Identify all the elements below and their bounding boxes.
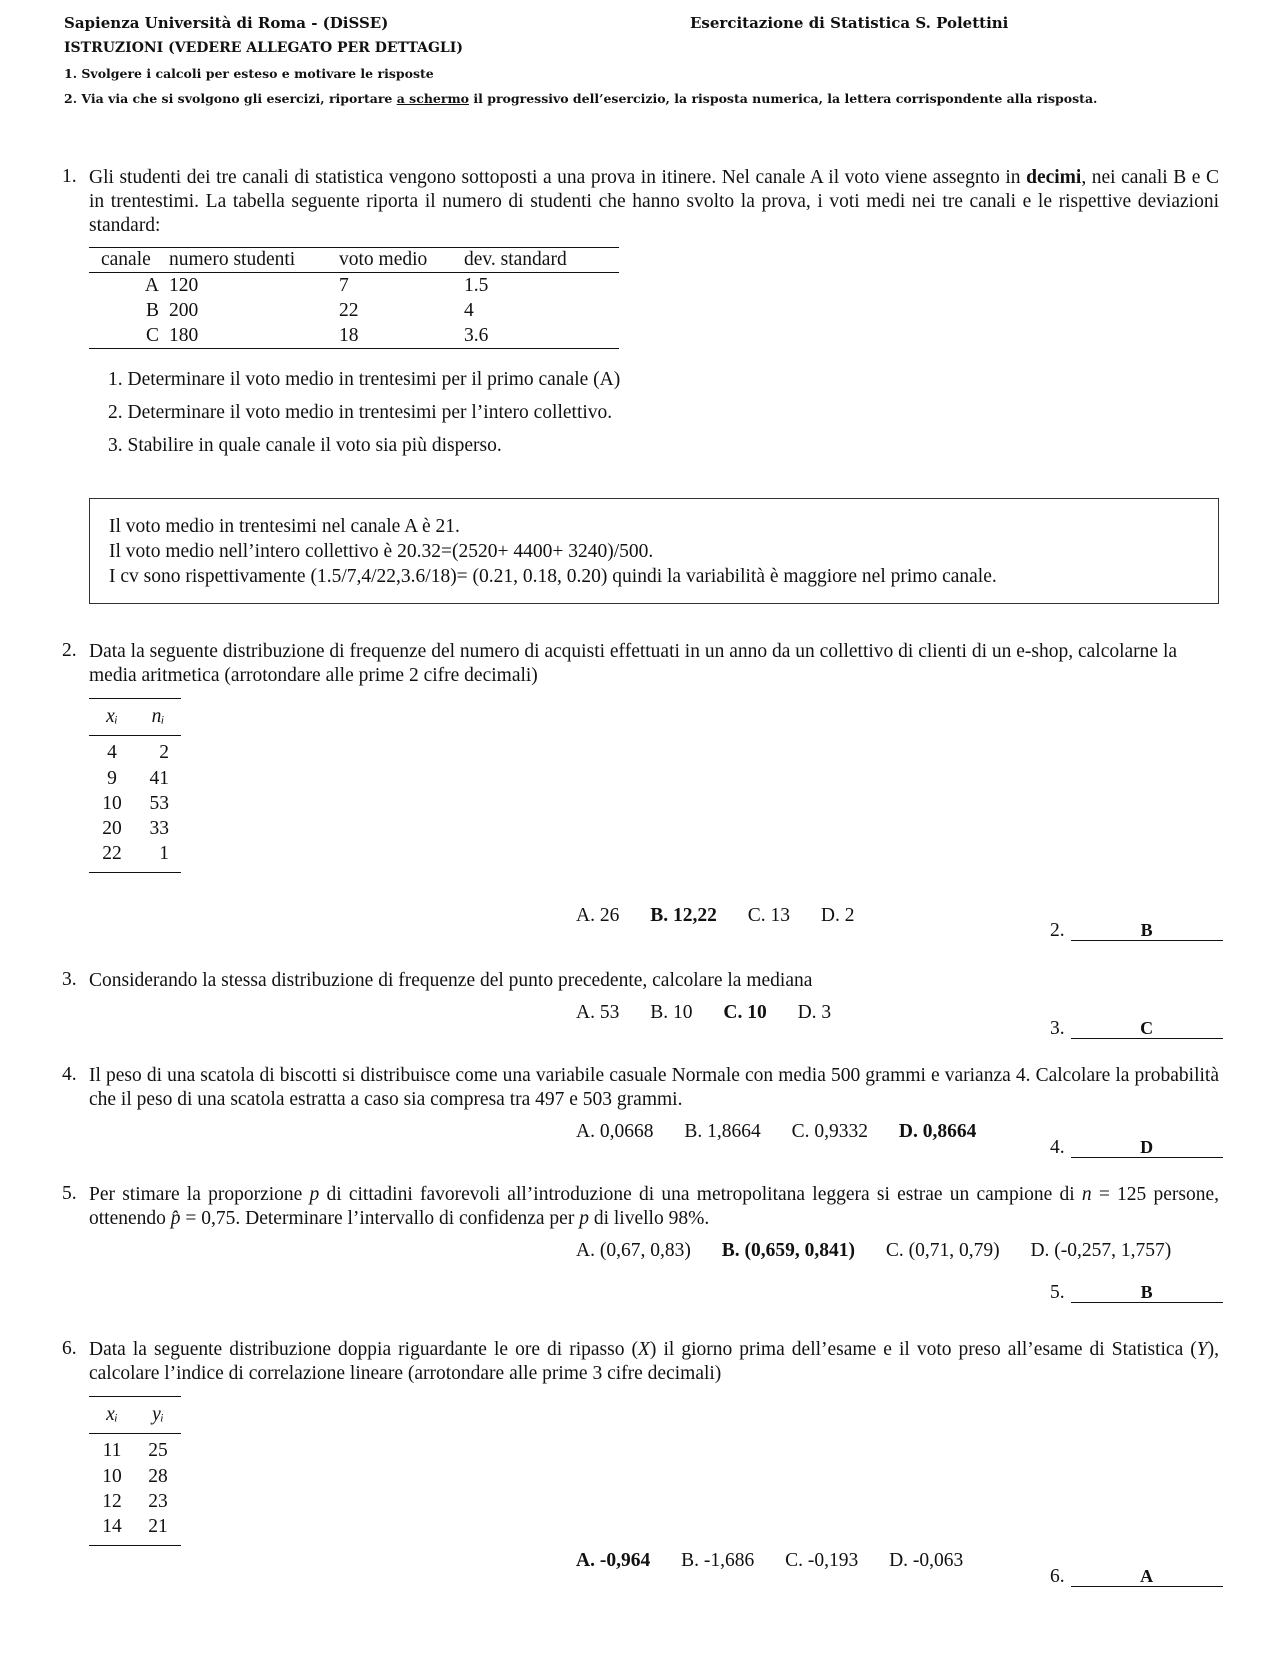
q6-header-y: yᵢ [152, 1404, 164, 1425]
q5-var-p: p [309, 1184, 320, 1205]
q1-cell: 1.5 [464, 274, 489, 296]
q6-cell: 11 [102, 1440, 122, 1461]
q1-answer-2: Il voto medio nell’intero collettivo è 20.32=(2520+ 4400+ 3240)/500. [109, 541, 654, 562]
q6-choice-c[interactable]: C. -0,193 [785, 1550, 859, 1571]
q5-var-phat: p̂ [170, 1208, 181, 1229]
table-row [89, 766, 181, 791]
course-title: Esercitazione di Statistica S. Polettini [690, 14, 1009, 32]
q5-choice-c[interactable]: C. (0,71, 0,79) [885, 1240, 1000, 1261]
q6-cell: 21 [148, 1515, 168, 1537]
q2-cell: 1 [159, 842, 169, 864]
q4-answer-label: 4. [1050, 1137, 1065, 1158]
q3-text: Considerando la stessa distribuzione di frequenze del punto precedente, calcolare la mediana [89, 970, 813, 991]
q5-var-n: n [1081, 1184, 1092, 1205]
table-row [89, 1434, 181, 1465]
q2-cell: 53 [149, 792, 169, 814]
q2-answer-label: 2. [1050, 920, 1065, 941]
q4-choice-a[interactable]: A. 0,0668 [576, 1121, 654, 1142]
q6-choices [576, 1550, 963, 1572]
instruction-2-end: il progressivo dell’esercizio, la risposta numerica, la lettera corrispondente alla risposta. [469, 91, 1098, 106]
q2-answer-slot [1050, 920, 1223, 942]
instruction-2 [64, 91, 1097, 106]
q3-choice-a[interactable]: A. 53 [576, 1002, 620, 1023]
q1-subquestion-1: 1. Determinare il voto medio in trentesimi per il primo canale (A) [108, 369, 621, 390]
table-row [89, 791, 181, 816]
q1-answer-3: I cv sono rispettivamente (1.5/7,4/22,3.6/18)= (0.21, 0.18, 0.20) quindi la variabilità è maggiore nel primo canale. [109, 566, 997, 587]
q1-answer-1: Il voto medio in trentesimi nel canale A è 21. [109, 516, 460, 537]
q1-header-studenti: numero studenti [169, 249, 296, 270]
q1-cell: 7 [339, 274, 349, 296]
q4-choices [576, 1121, 976, 1143]
q4-choice-c[interactable]: C. 0,9332 [791, 1121, 868, 1142]
q5-text [89, 1183, 1219, 1231]
instruction-1: 1. Svolgere i calcoli per esteso e motivare le risposte [64, 66, 434, 81]
q1-cell: 180 [169, 324, 199, 346]
q6-table-header [89, 1397, 181, 1434]
q6-cell: 25 [148, 1440, 168, 1461]
q4-answer-slot [1050, 1137, 1223, 1159]
q5-text-b: di cittadini favorevoli all’introduzione di una metropolitana leggera si estrae un campione di [319, 1184, 1082, 1205]
q2-cell: 10 [102, 792, 122, 814]
q1-answer-box [89, 498, 1219, 604]
q1-cell: 3.6 [464, 324, 489, 346]
q2-cell: 22 [102, 842, 122, 864]
q2-header-x: xᵢ [106, 706, 118, 727]
q6-text-a: Data la seguente distribuzione doppia riguardante le ore di ripasso ( [89, 1339, 638, 1360]
q6-answer-field[interactable]: A [1071, 1566, 1223, 1587]
q5-choices [576, 1240, 1171, 1262]
q3-choice-d[interactable]: D. 3 [797, 1002, 832, 1023]
q5-answer-field[interactable]: B [1071, 1282, 1223, 1303]
q1-text-bold: decimi [1026, 167, 1082, 188]
q2-choice-b[interactable]: B. 12,22 [650, 905, 717, 926]
q6-answer-slot [1050, 1566, 1223, 1588]
table-row [89, 298, 619, 323]
table-row [89, 273, 619, 299]
q4-choice-d[interactable]: D. 0,8664 [898, 1121, 977, 1142]
instructions-title: ISTRUZIONI (VEDERE ALLEGATO PER DETTAGLI) [64, 40, 463, 56]
q1-table-header [89, 248, 619, 273]
university-name: Sapienza Università di Roma - (DiSSE) [64, 14, 389, 32]
q3-choice-c[interactable]: C. 10 [723, 1002, 767, 1023]
q2-cell: 9 [107, 767, 117, 789]
q3-answer-label: 3. [1050, 1018, 1065, 1039]
q1-cell: 18 [339, 324, 359, 346]
q2-cell: 2 [159, 742, 169, 763]
q2-table-header [89, 699, 181, 736]
q6-header-x: xᵢ [106, 1404, 118, 1425]
q5-choice-a[interactable]: A. (0,67, 0,83) [576, 1240, 691, 1261]
q1-cell: 200 [169, 299, 199, 321]
q1-text-b: , nei canali B e C in trentestimi. La tabella seguente riporta il numero di studenti che hanno svolto la prova, i voti medi nei tre canali e le rispettive deviazioni standard: [89, 167, 1219, 236]
q2-choice-a[interactable]: A. 26 [576, 905, 620, 926]
q6-answer-label: 6. [1050, 1566, 1065, 1587]
table-row [89, 323, 619, 349]
q5-answer-label: 5. [1050, 1282, 1065, 1303]
q3-answer-slot [1050, 1018, 1223, 1040]
q6-cell: 14 [102, 1515, 122, 1537]
q6-cell: 10 [102, 1465, 122, 1487]
q2-table [89, 698, 181, 873]
table-row [89, 736, 181, 767]
q6-var-y: Y [1196, 1339, 1208, 1360]
q1-header-dev: dev. standard [464, 249, 567, 270]
q5-var-p2: p [579, 1208, 589, 1229]
q2-choice-c[interactable]: C. 13 [747, 905, 790, 926]
q6-var-x: X [638, 1339, 650, 1360]
q1-cell: 22 [339, 299, 359, 321]
q2-choice-d[interactable]: D. 2 [820, 905, 855, 926]
q2-cell: 20 [102, 817, 122, 839]
instruction-2-start: 2. Via via che si svolgono gli esercizi, riportare [64, 91, 397, 106]
q2-cell: 33 [149, 817, 169, 839]
q2-answer-field[interactable]: B [1071, 920, 1223, 941]
q5-choice-b[interactable]: B. (0,659, 0,841) [721, 1240, 855, 1261]
q1-text [89, 166, 1219, 238]
q3-choices [576, 1002, 831, 1024]
q4-choice-b[interactable]: B. 1,8664 [684, 1121, 761, 1142]
q2-cell: 4 [107, 742, 117, 763]
q6-table [89, 1396, 181, 1546]
q5-text-a: Per stimare la proporzione [89, 1184, 310, 1205]
table-row [89, 1464, 181, 1489]
q2-choices [576, 905, 854, 927]
q3-number: 3. [62, 969, 77, 990]
q5-number: 5. [62, 1183, 77, 1204]
table-row [89, 1514, 181, 1546]
table-row [89, 816, 181, 841]
q2-number: 2. [62, 640, 77, 661]
q1-cell: 4 [464, 299, 474, 321]
q6-cell: 12 [102, 1490, 122, 1512]
q1-table [89, 247, 619, 349]
q6-cell: 23 [148, 1490, 168, 1512]
table-row [89, 841, 181, 873]
q1-cell: C [145, 324, 159, 346]
q1-number: 1. [62, 166, 77, 187]
q5-choice-d[interactable]: D. (-0,257, 1,757) [1030, 1240, 1172, 1261]
q4-number: 4. [62, 1064, 77, 1085]
table-row [89, 1489, 181, 1514]
q5-text-d: = 0,75. Determinare l’intervallo di confidenza per [180, 1208, 580, 1229]
q4-answer-field[interactable]: D [1071, 1137, 1223, 1158]
q1-subquestion-2: 2. Determinare il voto medio in trentesimi per l’intero collettivo. [108, 402, 613, 423]
q1-cell: A [144, 274, 159, 296]
instruction-2-underlined: a schermo [396, 91, 470, 106]
q3-answer-field[interactable]: C [1071, 1018, 1223, 1039]
q6-choice-b[interactable]: B. -1,686 [681, 1550, 755, 1571]
q1-cell: 120 [169, 274, 199, 296]
q1-subquestion-3: 3. Stabilire in quale canale il voto sia più disperso. [108, 435, 502, 456]
q6-number: 6. [62, 1338, 77, 1359]
q6-choice-d[interactable]: D. -0,063 [889, 1550, 964, 1571]
q6-cell: 28 [148, 1465, 168, 1487]
q6-text [89, 1338, 1219, 1386]
q1-cell: B [145, 299, 159, 321]
q6-choice-a[interactable]: A. -0,964 [576, 1550, 651, 1571]
q1-header-canale: canale [101, 249, 151, 270]
q2-cell: 41 [149, 767, 169, 789]
q3-choice-b[interactable]: B. 10 [650, 1002, 693, 1023]
q1-text-a: Gli studenti dei tre canali di statistica vengono sottoposti a una prova in itinere. Nel canale A il voto viene assegnto in [89, 167, 1027, 188]
q4-text: Il peso di una scatola di biscotti si distribuisce come una variabile casuale Normale con media 500 grammi e varianza 4. Calcolare la probabilità che il peso di una scatola estratta a caso sia compresa tra 497 e 503 grammi. [89, 1065, 1219, 1110]
q5-text-e: di livello 98%. [588, 1208, 710, 1229]
q6-text-c: ), calcolare l’indice di correlazione lineare (arrotondare alle prime 3 cifre decimali) [89, 1339, 1219, 1384]
q5-text-c: = 125 persone, ottenendo [89, 1184, 1219, 1229]
q5-answer-slot [1050, 1282, 1223, 1304]
q1-header-voto: voto medio [339, 249, 428, 270]
q2-header-n: nᵢ [151, 706, 165, 727]
q2-text: Data la seguente distribuzione di frequenze del numero di acquisti effettuati in un anno da un collettivo di clienti di un e-shop, calcolarne la media aritmetica (arrotondare alle prime 2 cifre decimali) [89, 641, 1178, 686]
q6-text-b: ) il giorno prima dell’esame e il voto preso all’esame di Statistica ( [649, 1339, 1197, 1360]
